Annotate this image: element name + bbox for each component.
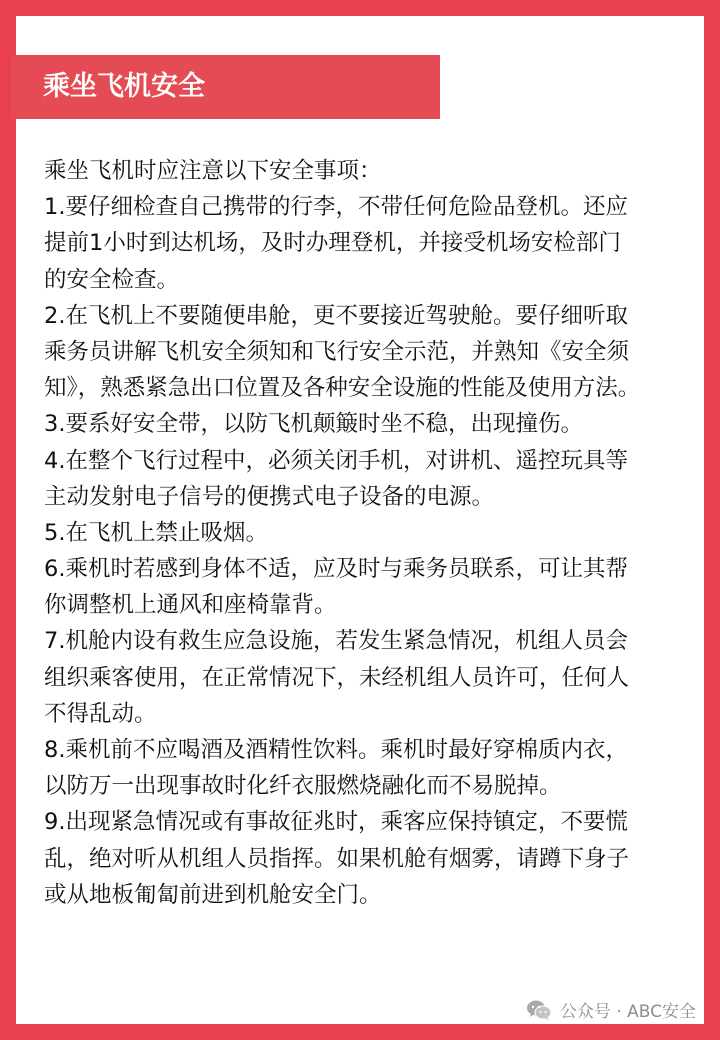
text-line: 知》，熟悉紧急出口位置及各种安全设施的性能及使用方法。	[44, 375, 641, 402]
text-line: 乱，绝对听从机组人员指挥。如果机舱有烟雾，请蹲下身子	[44, 845, 630, 872]
text-line: 1.要仔细检查自己携带的行李，不带任何危险品登机。还应	[44, 194, 628, 221]
text-line: 2.在飞机上不要随便串舱，更不要接近驾驶舱。要仔细听取	[44, 302, 628, 329]
watermark-text: 公众号 · ABC安全	[559, 1002, 696, 1022]
text-line: 或从地板匍匐前进到机舱安全门。	[44, 881, 382, 908]
text-line: 提前1小时到达机场，及时办理登机，并接受机场安检部门	[44, 230, 621, 257]
text-line: 7.机舱内设有救生应急设施，若发生紧急情况，机组人员会	[44, 628, 628, 655]
text-line: 4.在整个飞行过程中，必须关闭手机，对讲机、遥控玩具等	[44, 447, 628, 474]
text-line: 乘坐飞机时应注意以下安全事项：	[44, 158, 382, 184]
text-line: 主动发射电子信号的便携式电子设备的电源。	[44, 483, 495, 510]
text-line: 乘务员讲解飞机安全须知和飞行安全示范，并熟知《安全须	[44, 338, 630, 365]
page-title: 乘坐飞机安全	[43, 71, 205, 102]
text-line: 以防万一出现事故时化纤衣服燃烧融化而不易脱掉。	[44, 773, 562, 800]
watermark	[526, 997, 696, 1022]
safety-text	[44, 153, 684, 913]
text-line: 8.乘机前不应喝酒及酒精性饮料。乘机时最好穿棉质内衣，	[44, 737, 628, 763]
text-line: 6.乘机时若感到身体不适，应及时与乘务员联系，可让其帮	[44, 556, 628, 583]
text-line: 不得乱动。	[44, 700, 157, 727]
text-line: 3.要系好安全带，以防飞机颠簸时坐不稳，出现撞伤。	[44, 411, 583, 438]
text-line: 组织乘客使用，在正常情况下，未经机组人员许可，任何人	[44, 664, 630, 691]
wechat-icon	[526, 999, 552, 1021]
text-line: 你调整机上通风和座椅靠背。	[44, 592, 337, 619]
text-line: 9.出现紧急情况或有事故征兆时，乘客应保持镇定，不要慌	[44, 809, 628, 836]
text-line: 的安全检查。	[44, 266, 180, 293]
text-line: 5.在飞机上禁止吸烟。	[44, 519, 268, 546]
